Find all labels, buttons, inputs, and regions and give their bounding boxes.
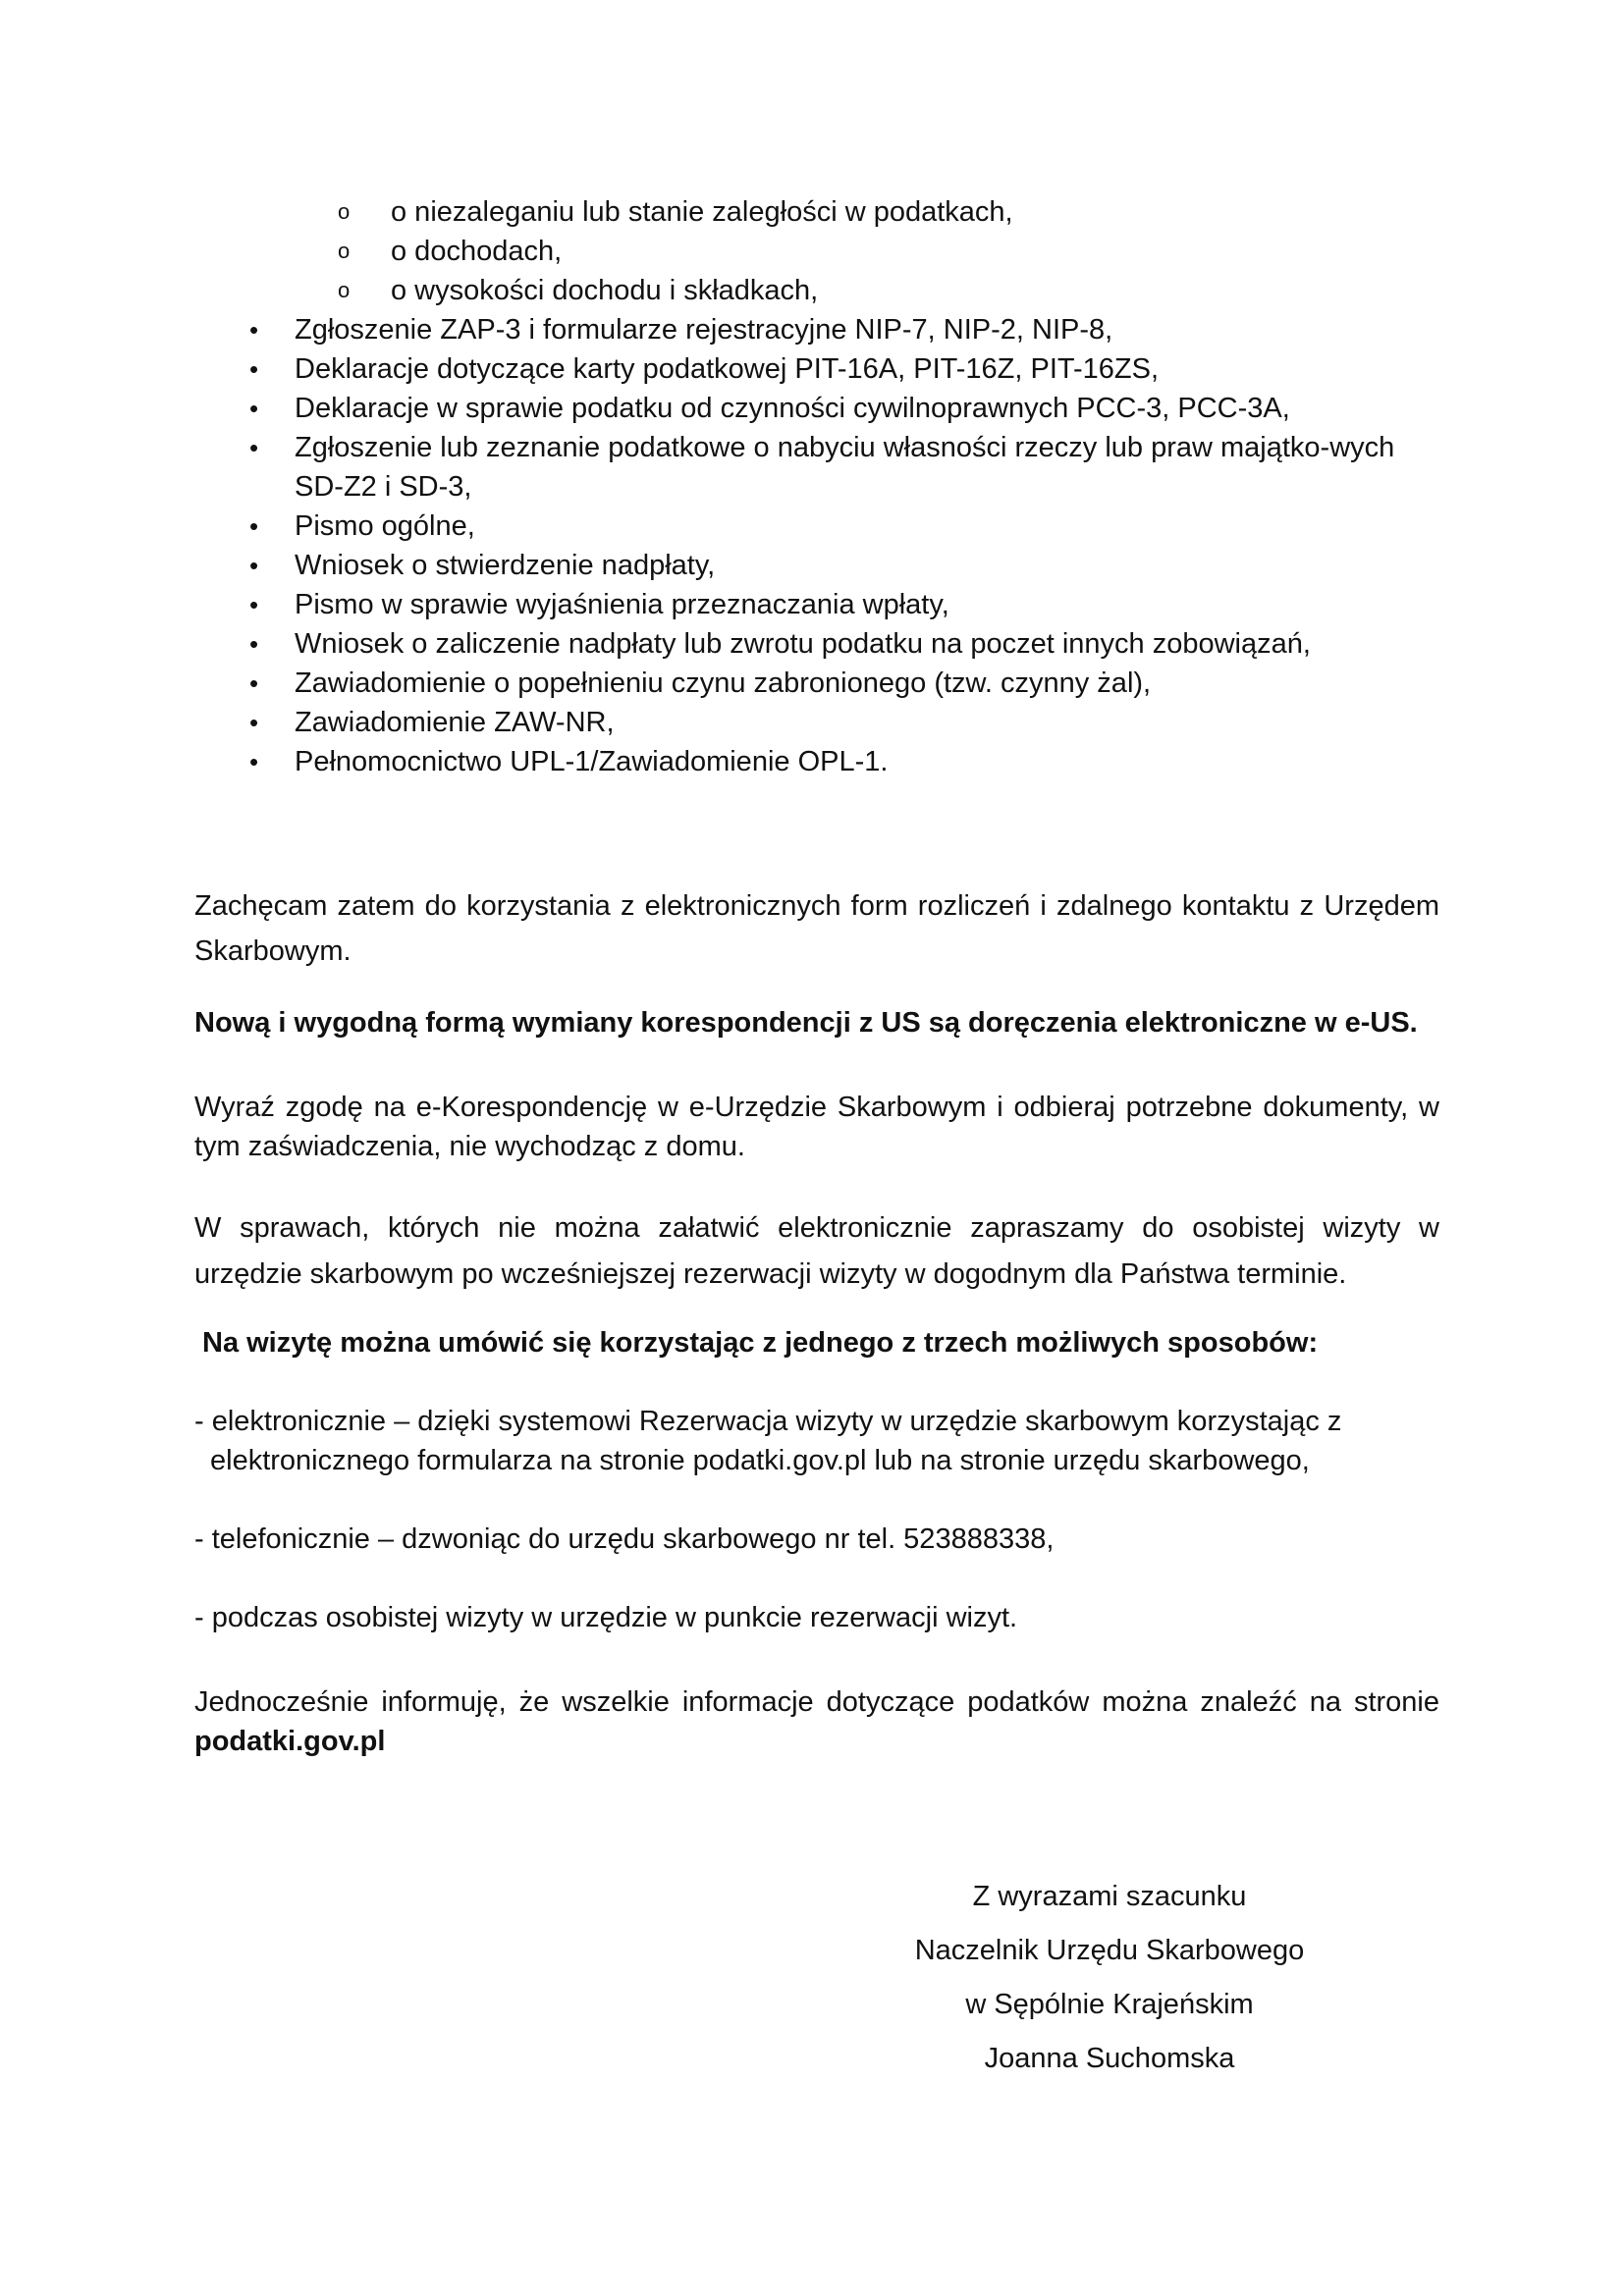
list-item-text: Deklaracje dotyczące karty podatkowej PIT-16A, PIT-16Z, PIT-16ZS, (295, 353, 1160, 385)
circle-bullet-icon: o (338, 278, 351, 302)
list-item-text: Deklaracje w sprawie podatku od czynności cywilnoprawnych PCC-3, PCC-3A, (295, 393, 1290, 424)
bullet-icon: • (249, 511, 259, 541)
bullet-icon: • (249, 668, 259, 698)
list-item (338, 271, 1439, 310)
list-item (249, 428, 1434, 507)
letter-body (194, 192, 1439, 1761)
info-paragraph (194, 1682, 1439, 1761)
signature-block (854, 1870, 1365, 2086)
bullet-icon: • (249, 708, 259, 737)
list-item (338, 232, 1439, 271)
list-item-text: Pełnomocnictwo UPL-1/Zawiadomienie OPL-1. (295, 746, 889, 777)
circle-bullet-icon: o (338, 199, 351, 224)
list-item-text: Zawiadomienie o popełnieniu czynu zabronionego (tzw. czynny żal), (295, 667, 1152, 699)
bullet-icon: • (249, 394, 259, 423)
bullet-icon: • (249, 590, 259, 619)
circle-bullet-icon: o (338, 239, 351, 263)
info-text: Jednocześnie informuję, że wszelkie informacje dotyczące podatków można znaleźć na stronie (194, 1686, 1439, 1718)
bullet-icon: • (249, 354, 259, 384)
booking-method-in-person: - podczas osobistej wizyty w urzędzie w punkcie rezerwacji wizyt. (194, 1602, 1018, 1633)
list-item-text: o wysokości dochodu i składkach, (391, 275, 819, 306)
list-item (249, 546, 1439, 585)
list-item (249, 585, 1439, 624)
booking-method-phone: - telefonicznie – dzwoniąc do urzędu skarbowego nr tel. 523888338, (194, 1523, 1055, 1555)
bullet-icon: • (249, 747, 259, 776)
bullet-icon: • (249, 551, 259, 580)
e-delivery-heading: Nową i wygodną formą wymiany korespondencji z US są doręczenia elektroniczne w e-US. (194, 1007, 1418, 1039)
list-item-text: Zgłoszenie ZAP-3 i formularze rejestracyjne NIP-7, NIP-2, NIP-8, (295, 314, 1113, 346)
signature-closing: Z wyrazami szacunku (972, 1881, 1247, 1912)
visit-paragraph: W sprawach, których nie można załatwić elektronicznie zapraszamy do osobistej wizyty w urzędzie skarbowym po wcześniejszej rezerwacji wizyty w dogodnym dla Państwa terminie. (194, 1212, 1439, 1290)
list-item-text: o niezaleganiu lub stanie zaległości w podatkach, (391, 196, 1013, 228)
list-item-text: Wniosek o stwierdzenie nadpłaty, (295, 550, 716, 581)
list-item-text: Zgłoszenie lub zeznanie podatkowe o nabyciu własności rzeczy lub praw majątko-wych SD-Z2 i SD-3, (295, 432, 1395, 503)
list-item (249, 664, 1439, 703)
forms-list (194, 310, 1439, 781)
signature-name: Joanna Suchomska (984, 2043, 1235, 2074)
list-item (249, 389, 1439, 428)
website-link: podatki.gov.pl (194, 1726, 386, 1757)
bullet-icon: • (249, 629, 259, 659)
booking-method-electronic (194, 1402, 1439, 1480)
list-item-text: Pismo ogólne, (295, 510, 475, 542)
list-item (249, 349, 1439, 389)
list-item (338, 192, 1439, 232)
intro-paragraph: Zachęcam zatem do korzystania z elektronicznych form rozliczeń i zdalnego kontaktu z Urzędem Skarbowym. (194, 890, 1439, 967)
booking-method-electronic-line1: - elektronicznie – dzięki systemowi Rezerwacja wizyty w urzędzie skarbowym korzystając z (194, 1406, 1342, 1437)
signature-office: w Sępólnie Krajeńskim (965, 1989, 1254, 2020)
booking-method-electronic-line2: elektronicznego formularza na stronie podatki.gov.pl lub na stronie urzędu skarbowego, (210, 1445, 1310, 1476)
list-item (249, 507, 1439, 546)
consent-paragraph: Wyraź zgodę na e-Korespondencję w e-Urzędzie Skarbowym i odbieraj potrzebne dokumenty, w tym zaświadczenia, nie wychodząc z domu. (194, 1092, 1439, 1162)
list-item-text: o dochodach, (391, 236, 563, 267)
booking-methods-heading: Na wizytę można umówić się korzystając z jednego z trzech możliwych sposobów: (202, 1327, 1319, 1359)
bullet-icon: • (249, 433, 259, 462)
list-item-text: Wniosek o zaliczenie nadpłaty lub zwrotu podatku na poczet innych zobowiązań, (295, 628, 1311, 660)
list-item-text: Zawiadomienie ZAW-NR, (295, 707, 615, 738)
list-item-text: Pismo w sprawie wyjaśnienia przeznaczania wpłaty, (295, 589, 949, 620)
signature-title: Naczelnik Urzędu Skarbowego (914, 1935, 1305, 1966)
certificate-sublist (194, 192, 1439, 310)
list-item (249, 742, 1439, 781)
bullet-icon: • (249, 315, 259, 345)
list-item (249, 624, 1439, 664)
list-item (249, 310, 1439, 349)
list-item (249, 703, 1439, 742)
